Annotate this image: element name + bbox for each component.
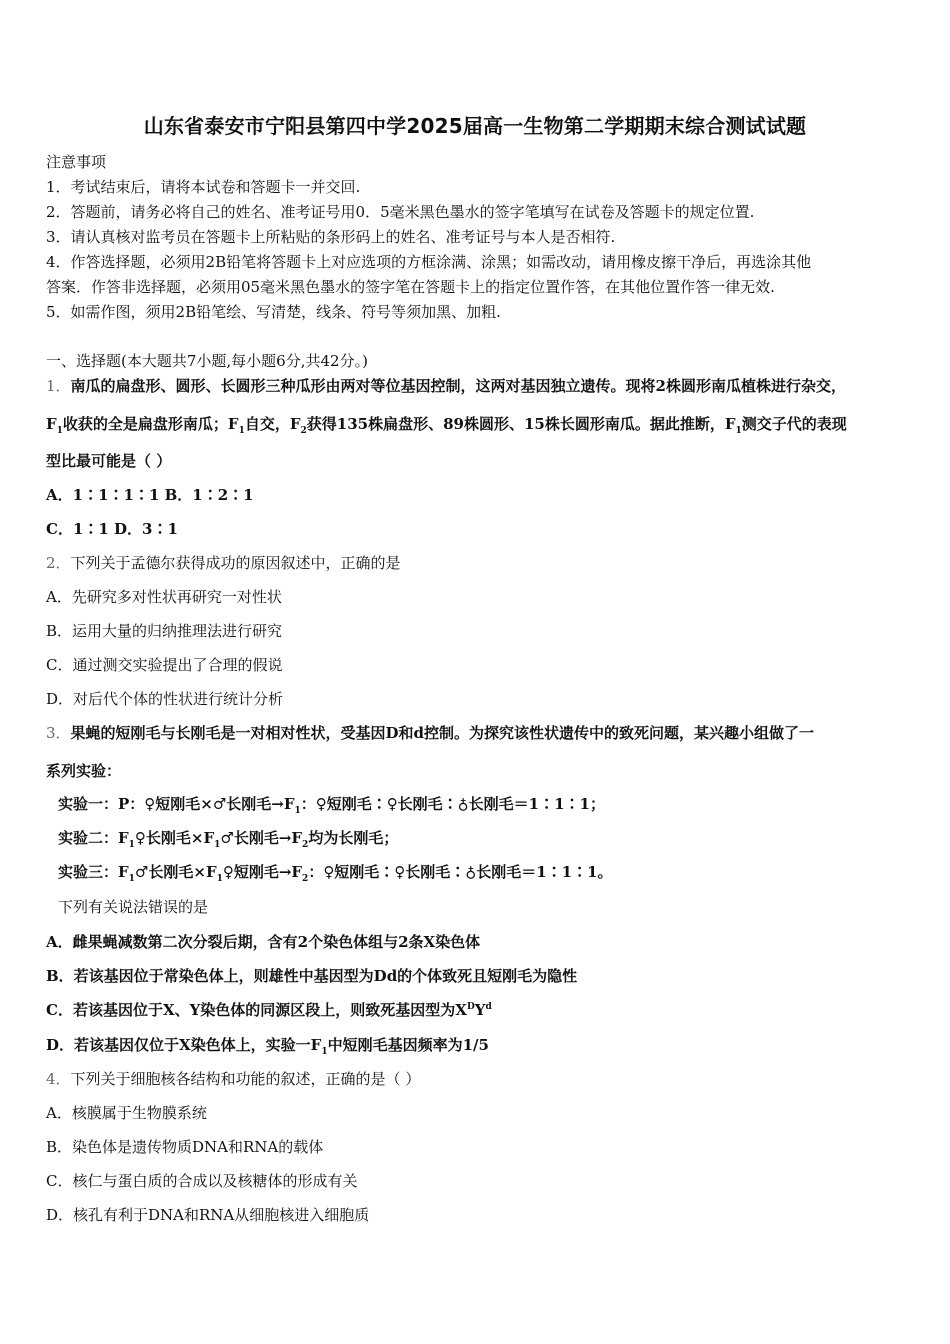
experiment-3: 实验三：$F_1♂$长刚毛$\times F_1♀$短刚毛$\to F_2$：♀短刚毛∶♀长刚毛∶♁长刚毛＝1∶1∶1。 — [58, 863, 613, 884]
question-1-line: 型比最可能是（ ） — [46, 452, 172, 470]
question-1-line: $F_1$收获的全是扁盘形南瓜；$F_1$自交，$F_2$获得135株扁盘形、89株圆形、15株长圆形南瓜。据此推断，$F_1$测交子代的表现 — [46, 415, 847, 436]
experiment-1: 实验一：P：♀短刚毛×♂长刚毛$\to F_1$：♀短刚毛∶♀长刚毛∶♁长刚毛＝1∶1∶1； — [58, 795, 605, 816]
option-d: D．核孔有利于DNA和RNA从细胞核进入细胞质 — [46, 1206, 370, 1224]
question-3-line: 系列实验： — [46, 762, 122, 780]
option-d: D．对后代个体的性状进行统计分析 — [46, 690, 284, 708]
notice-item: 2．答题前，请务必将自己的姓名、准考证号用0．5毫米黑色墨水的签字笔填写在试卷及答题卡的规定位置. — [46, 203, 755, 221]
option-c: C．核仁与蛋白质的合成以及核糖体的形成有关 — [46, 1172, 358, 1190]
question-number: 1． — [46, 377, 71, 395]
option-b: B．若该基因位于常染色体上，则雄性中基因型为Dd的个体致死且短刚毛为隐性 — [46, 967, 578, 985]
option-c: C．通过测交实验提出了合理的假说 — [46, 656, 283, 674]
question-number: 2． — [46, 554, 71, 572]
question-1-line: 1．南瓜的扁盘形、圆形、长圆形三种瓜形由两对等位基因控制，这两对基因独立遗传。现将2株圆形南瓜植株进行杂交， — [46, 377, 846, 395]
notice-item: 3．请认真核对监考员在答题卡上所粘贴的条形码上的姓名、准考证号与本人是否相符. — [46, 228, 616, 246]
notice-item: 4．作答选择题，必须用2B铅笔将答题卡上对应选项的方框涂满、涂黑；如需改动，请用橡皮擦干净后，再选涂其他 — [46, 253, 812, 271]
page-title: 山东省泰安市宁阳县第四中学2025届高一生物第二学期期末综合测试试题 — [143, 114, 807, 138]
notice-item: 答案．作答非选择题，必须用05毫米黑色墨水的签字笔在答题卡上的指定位置作答，在其他位置作答一律无效. — [46, 278, 775, 296]
section-heading: 一、选择题(本大题共7小题,每小题6分,共42分。) — [46, 352, 368, 370]
question-3-ask: 下列有关说法错误的是 — [58, 898, 209, 916]
option-a: A．核膜属于生物膜系统 — [46, 1104, 207, 1122]
question-4-stem: 4．下列关于细胞核各结构和功能的叙述，正确的是（ ） — [46, 1070, 421, 1088]
notice-item: 1．考试结束后，请将本试卷和答题卡一并交回. — [46, 178, 361, 196]
question-2-stem: 2．下列关于孟德尔获得成功的原因叙述中，正确的是 — [46, 554, 401, 572]
option-b: B．染色体是遗传物质DNA和RNA的载体 — [46, 1138, 324, 1156]
option-ab: A．1∶1∶1∶1 B．1∶2∶1 — [46, 486, 254, 504]
question-3-line: 3．果蝇的短刚毛与长刚毛是一对相对性状，受基因D和d控制。为探究该性状遗传中的致死问题，某兴趣小组做了一 — [46, 724, 815, 742]
option-d: D．若该基因仅位于X染色体上，实验一$F_1$中短刚毛基因频率为1/5 — [46, 1036, 489, 1057]
question-number: 3． — [46, 724, 71, 742]
option-b: B．运用大量的归纳推理法进行研究 — [46, 622, 283, 640]
experiment-2: 实验二：$F_1♀$长刚毛$\times F_1♂$长刚毛$\to F_2$均为长刚毛； — [58, 829, 399, 850]
question-number: 4． — [46, 1070, 71, 1088]
option-a: A．先研究多对性状再研究一对性状 — [46, 588, 282, 606]
notice-heading: 注意事项 — [46, 153, 107, 171]
option-cd: C．1∶1 D．3∶1 — [46, 520, 178, 538]
option-a: A．雌果蝇减数第二次分裂后期，含有2个染色体组与2条X染色体 — [46, 933, 481, 951]
notice-item: 5．如需作图，须用2B铅笔绘、写清楚，线条、符号等须加黑、加粗. — [46, 303, 501, 321]
option-c: C．若该基因位于X、Y染色体的同源区段上，则致死基因型为$X^DY^d$ — [46, 1001, 492, 1019]
